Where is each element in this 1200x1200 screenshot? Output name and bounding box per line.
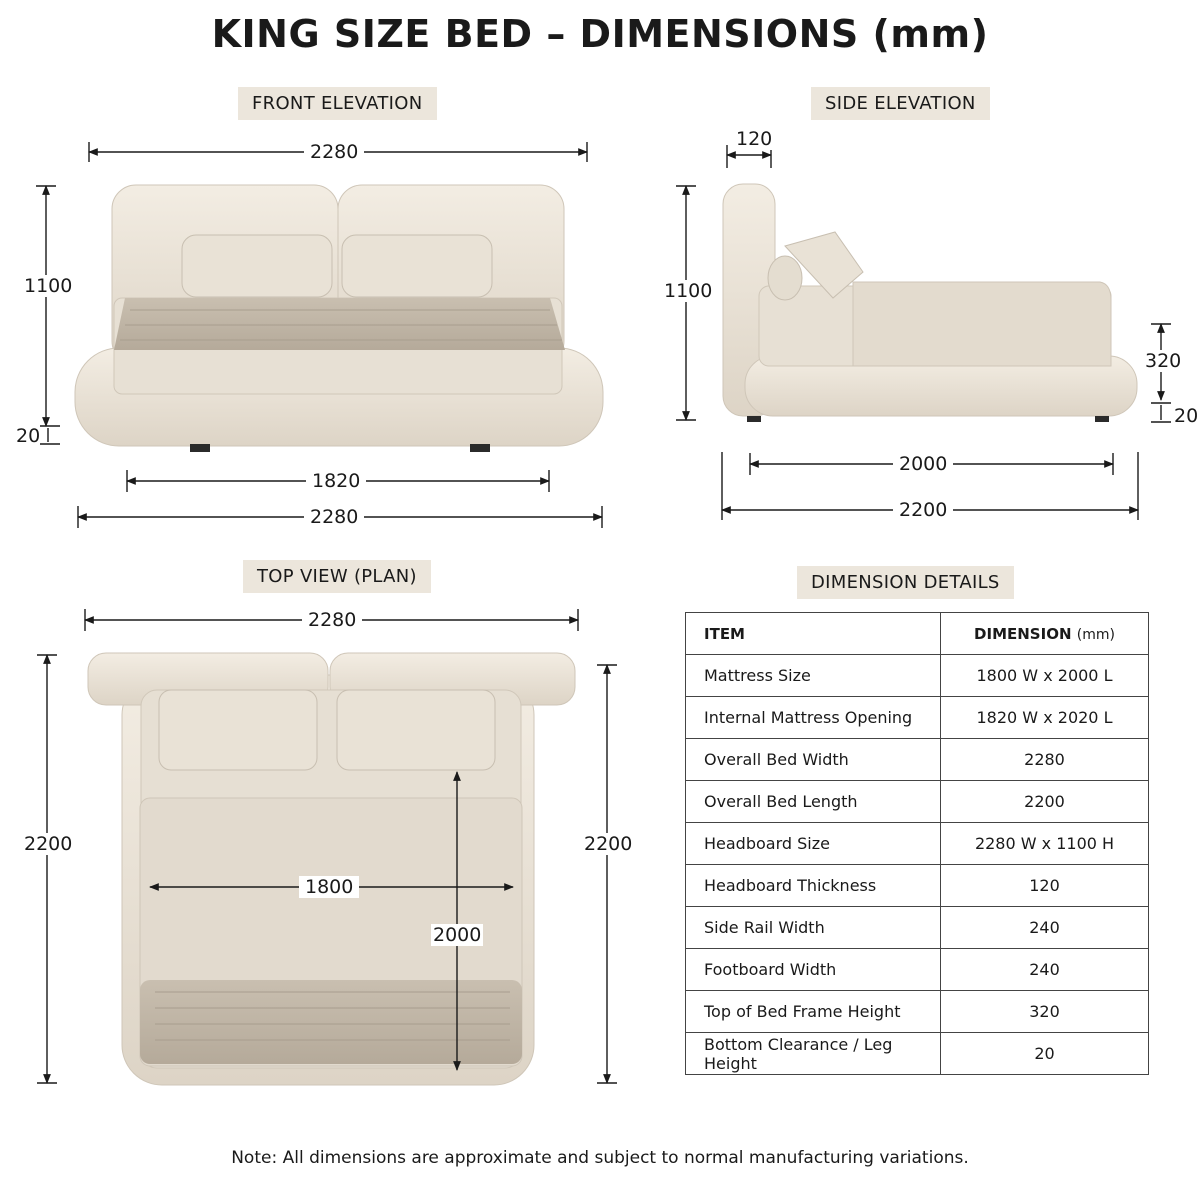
- row-item: Top of Bed Frame Height: [686, 991, 941, 1033]
- details-label: DIMENSION DETAILS: [797, 566, 1014, 599]
- table-row: [686, 991, 1149, 1033]
- row-value: 2200: [941, 781, 1149, 823]
- header-item: ITEM: [686, 613, 941, 655]
- row-value: 20: [941, 1033, 1149, 1075]
- row-item: Overall Bed Length: [686, 781, 941, 823]
- row-value: 2280 W x 1100 H: [941, 823, 1149, 865]
- row-item: Side Rail Width: [686, 907, 941, 949]
- top-view-bed: [85, 650, 580, 1090]
- front-elevation-bed: [70, 180, 610, 460]
- front-clearance-value: 20: [16, 425, 41, 447]
- side-clearance-value: 20: [1174, 405, 1199, 427]
- footnote: Note: All dimensions are approximate and subject to normal manufacturing variations.: [231, 1148, 969, 1168]
- table-row: [686, 781, 1149, 823]
- front-height-value: 1100: [24, 275, 73, 297]
- table-header-row: [686, 613, 1149, 655]
- front-width-bottom-value: 2280: [304, 506, 364, 528]
- table-row: [686, 949, 1149, 991]
- row-item: Headboard Size: [686, 823, 941, 865]
- row-value: 1820 W x 2020 L: [941, 697, 1149, 739]
- header-dimension-text: DIMENSION: [974, 624, 1072, 643]
- table-row: [686, 823, 1149, 865]
- row-item: Footboard Width: [686, 949, 941, 991]
- row-value: 2280: [941, 739, 1149, 781]
- top-length-right-value: 2200: [584, 833, 633, 855]
- front-elevation-label: FRONT ELEVATION: [238, 87, 437, 120]
- row-item: Overall Bed Width: [686, 739, 941, 781]
- side-frame-height-value: 320: [1145, 350, 1182, 372]
- row-value: 320: [941, 991, 1149, 1033]
- top-mattress-width-value: 1800: [299, 876, 359, 898]
- side-height-value: 1100: [664, 280, 713, 302]
- row-item: Mattress Size: [686, 655, 941, 697]
- row-value: 120: [941, 865, 1149, 907]
- table-row: [686, 865, 1149, 907]
- row-item: Bottom Clearance / Leg Height: [686, 1033, 941, 1075]
- header-unit: (mm): [1076, 626, 1115, 643]
- row-item: Internal Mattress Opening: [686, 697, 941, 739]
- front-width-top-value: 2280: [304, 141, 364, 163]
- table-row: [686, 697, 1149, 739]
- side-elevation-label: SIDE ELEVATION: [811, 87, 990, 120]
- row-value: 240: [941, 949, 1149, 991]
- header-dimension: [941, 613, 1149, 655]
- row-value: 1800 W x 2000 L: [941, 655, 1149, 697]
- side-elevation-bed: [715, 180, 1145, 430]
- top-width-value: 2280: [302, 609, 362, 631]
- table-row: [686, 907, 1149, 949]
- side-inner-length-value: 2000: [893, 453, 953, 475]
- page-title: KING SIZE BED – DIMENSIONS (mm): [211, 12, 989, 56]
- dimension-table: [685, 612, 1149, 1075]
- side-headboard-thickness-value: 120: [736, 128, 773, 150]
- front-inner-width-value: 1820: [306, 470, 366, 492]
- top-length-left-value: 2200: [24, 833, 73, 855]
- row-value: 240: [941, 907, 1149, 949]
- side-overall-length-value: 2200: [893, 499, 953, 521]
- row-item: Headboard Thickness: [686, 865, 941, 907]
- table-row: [686, 739, 1149, 781]
- top-view-label: TOP VIEW (PLAN): [243, 560, 431, 593]
- table-row: [686, 1033, 1149, 1075]
- top-mattress-length-value: 2000: [433, 924, 482, 946]
- table-row: [686, 655, 1149, 697]
